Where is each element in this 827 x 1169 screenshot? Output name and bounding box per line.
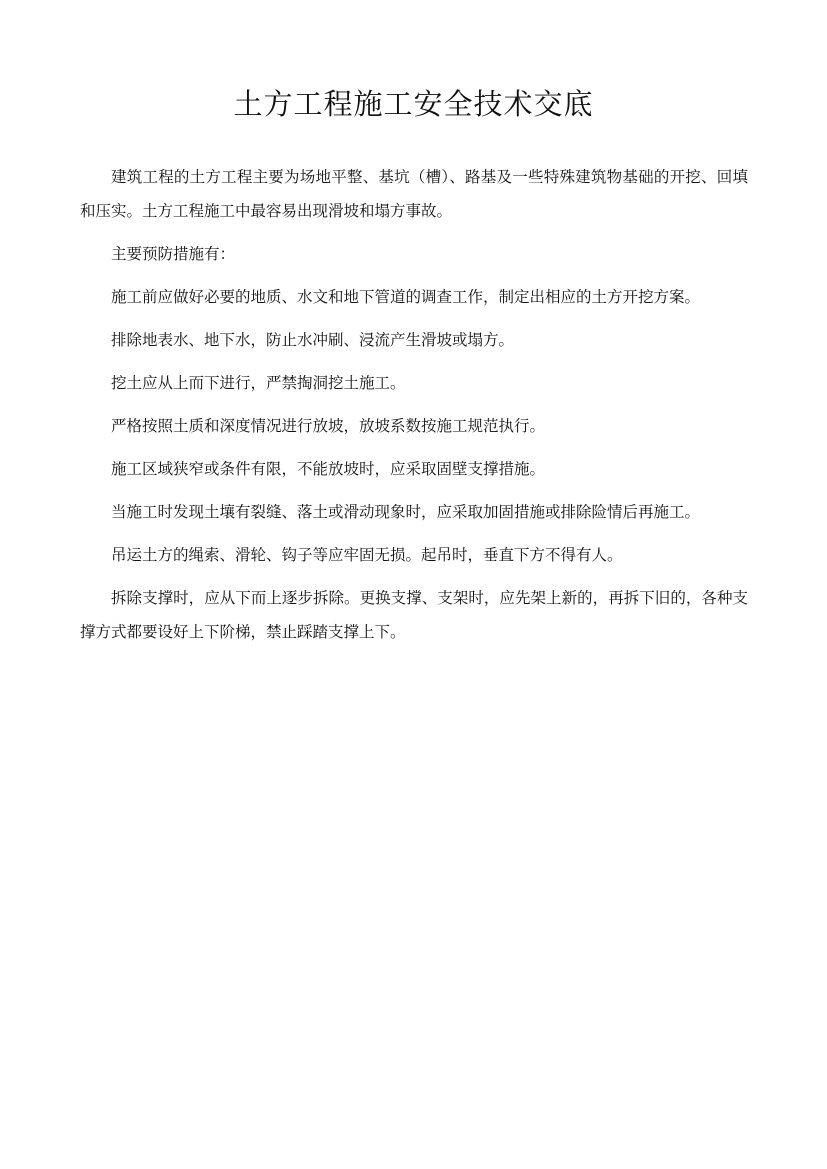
document-title: 土方工程施工安全技术交底 — [233, 87, 594, 121]
paragraph-measure-survey: 施工前应做好必要的地质、水文和地下管道的调查工作，制定出相应的土方开挖方案。 — [111, 288, 701, 306]
paragraph-measures-heading: 主要预防措施有： — [111, 245, 236, 263]
paragraph-measure-cracks: 当施工时发现土壤有裂缝、落土或滑动现象时，应采取加固措施或排除险情后再施工。 — [111, 503, 701, 521]
paragraph-measure-drainage: 排除地表水、地下水，防止水冲刷、浸流产生滑坡或塌方。 — [111, 331, 515, 349]
paragraph-intro: 建筑工程的土方工程主要为场地平整、基坑（槽）、路基及一些特殊建筑物基础的开挖、回填和压实。土方工程施工中最容易出现滑坡和塌方事故。 — [80, 168, 748, 220]
paragraph-measure-slope: 严格按照土质和深度情况进行放坡，放坡系数按施工规范执行。 — [111, 417, 546, 435]
paragraph-measure-hoisting: 吊运土方的绳索、滑轮、钩子等应牢固无损。起吊时，垂直下方不得有人。 — [111, 546, 623, 564]
document-body — [80, 160, 748, 658]
paragraph-measure-excavation-order: 挖土应从上而下进行，严禁掏洞挖土施工。 — [111, 374, 406, 392]
paragraph-measure-dismantling: 拆除支撑时，应从下而上逐步拆除。更换支撑、支架时，应先架上新的，再拆下旧的，各种支撑方式都要设好上下阶梯，禁止踩踏支撑上下。 — [80, 589, 748, 641]
paragraph-measure-shoring: 施工区域狭窄或条件有限，不能放坡时，应采取固壁支撑措施。 — [111, 460, 546, 478]
